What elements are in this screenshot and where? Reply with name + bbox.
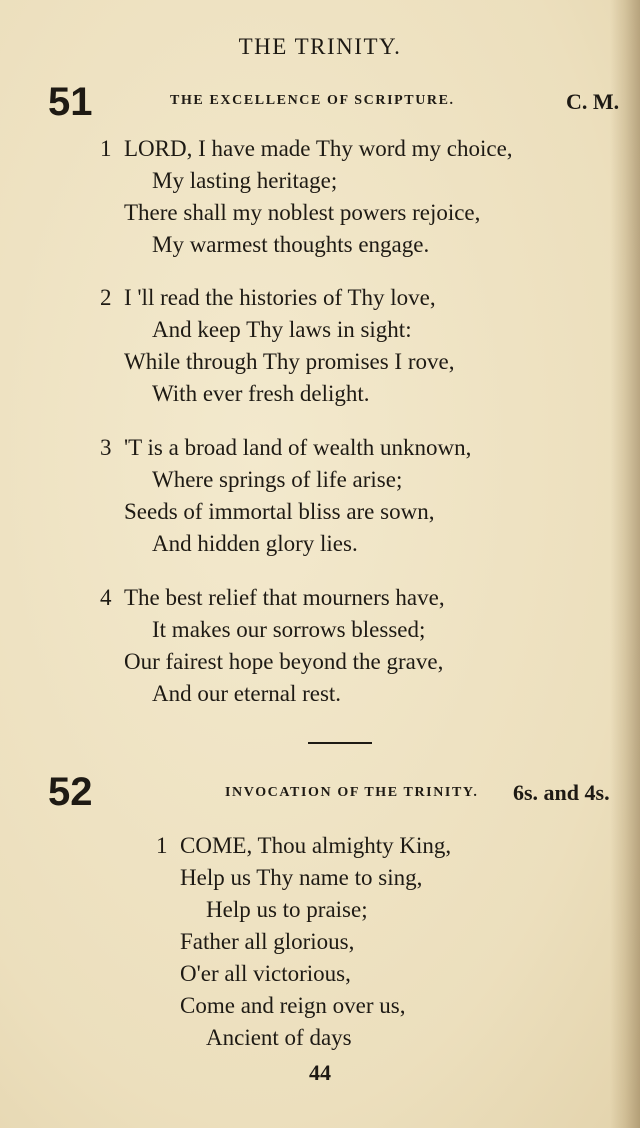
verse-line: My warmest thoughts engage. [152, 232, 430, 257]
hymn-number: 52 [48, 770, 93, 814]
hymn-title: THE EXCELLENCE OF SCRIPTURE. [170, 93, 455, 108]
verse-line: Come and reign over us, [180, 993, 406, 1018]
section-divider [308, 742, 372, 744]
verse-line: Seeds of immortal bliss are sown, [124, 499, 435, 524]
verse-number: 2 [100, 285, 112, 310]
page-number: 44 [309, 1060, 331, 1085]
hymn-meter: C. M. [566, 89, 620, 114]
verse-line: 'T is a broad land of wealth unknown, [124, 435, 472, 460]
verse-line: COME, Thou almighty King, [180, 833, 452, 858]
verse-line: Help us Thy name to sing, [180, 865, 423, 890]
hymn-title: INVOCATION OF THE TRINITY. [225, 785, 479, 800]
verse-line: Ancient of days [206, 1025, 352, 1050]
verse-line: LORD, I have made Thy word my choice, [124, 136, 513, 161]
hymn-number: 51 [48, 80, 93, 124]
verse-line: O'er all victorious, [180, 961, 351, 986]
verse-number: 3 [100, 435, 112, 460]
verse-line: Help us to praise; [206, 897, 368, 922]
verse-line: With ever fresh delight. [152, 381, 370, 406]
running-head: THE TRINITY. [238, 34, 402, 59]
verse-line: And our eternal rest. [152, 681, 342, 706]
verse-line: The best relief that mourners have, [124, 585, 445, 610]
verse-line: I 'll read the histories of Thy love, [124, 285, 436, 310]
verse-number: 1 [156, 833, 168, 858]
verse-line: While through Thy promises I rove, [124, 349, 455, 374]
verse-number: 1 [100, 136, 112, 161]
verse-line: And keep Thy laws in sight: [152, 317, 412, 342]
verse-line: Our fairest hope beyond the grave, [124, 649, 444, 674]
verse-line: Where springs of life arise; [152, 467, 403, 492]
verse-number: 4 [100, 585, 112, 610]
verse-line: And hidden glory lies. [152, 531, 358, 556]
verse-line: Father all glorious, [180, 929, 355, 954]
verse-line: My lasting heritage; [152, 168, 338, 193]
verse-line: It makes our sorrows blessed; [152, 617, 426, 642]
verse-line: There shall my noblest powers rejoice, [124, 200, 481, 225]
hymn-meter: 6s. and 4s. [513, 780, 610, 805]
